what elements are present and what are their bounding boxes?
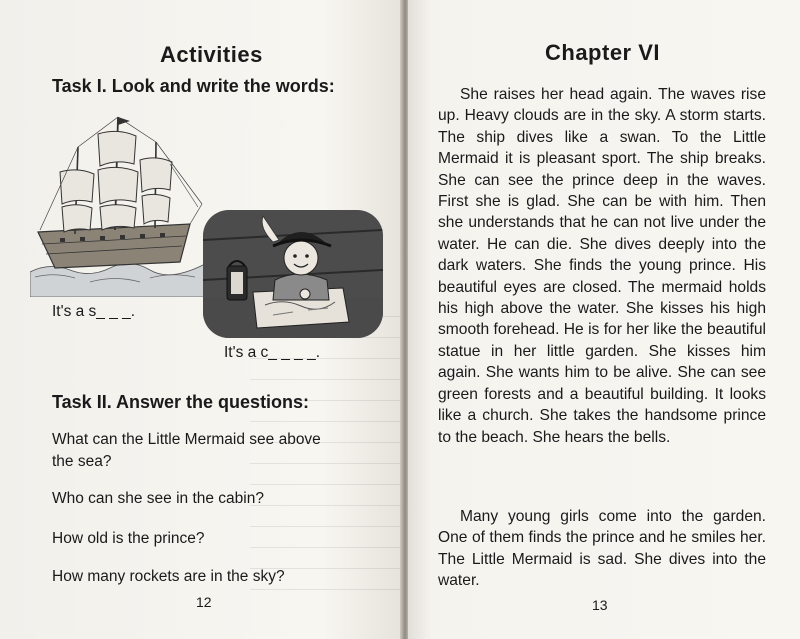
question-2: Who can she see in the cabin?	[52, 490, 264, 507]
cabin-prompt: It's a c_ _ _ _.	[224, 344, 321, 361]
paragraph-2-text: Many young girls come into the garden. One of them finds the prince and he smiles her. The Little Mermaid is sad. She dives into the water.	[438, 508, 766, 590]
task1-heading: Task I. Look and write the words:	[52, 76, 335, 96]
question-4: How many rockets are in the sky?	[52, 568, 285, 585]
cabin-boy-illustration	[203, 210, 383, 338]
question-3: How old is the prince?	[52, 530, 205, 547]
paragraph-1-text: She raises her head again. The waves rise up. Heavy clouds are in the sky. A storm starts. The ship dives like a swan. To the Little Mermaid it is pleasant sport. The ship breaks. She can see the prince deep in the waves. First she is glad. She can be with him. Then she understands that he can not live under the water. He can die. She dives deeply into the dark waters. She finds the young prince. His beautiful eyes are closed. The mermaid holds his high above the water. She kisses his high smooth forehead. He is for her like the beautiful statue in her little garden. She kisses him again. She wants him to be alive. She can see green forests and a beautiful building. It looks like a church. She takes the handsome prince to the beach. She hears the bells.	[438, 86, 766, 446]
question-1: What can the Little Mermaid see above	[52, 431, 321, 448]
page-title: Activities	[160, 42, 263, 67]
question-1-continued: the sea?	[52, 453, 112, 470]
page-number-right: 13	[592, 597, 608, 613]
sailing-ship-illustration	[30, 112, 205, 297]
task2-heading: Task II. Answer the questions:	[52, 392, 310, 412]
chapter-paragraph-2	[438, 506, 766, 592]
chapter-title: Chapter VI	[545, 40, 661, 65]
chapter-paragraph-1	[438, 84, 766, 448]
right-page	[408, 0, 800, 639]
page-number-left: 12	[196, 594, 212, 610]
ship-prompt: It's a s_ _ _.	[52, 303, 136, 320]
